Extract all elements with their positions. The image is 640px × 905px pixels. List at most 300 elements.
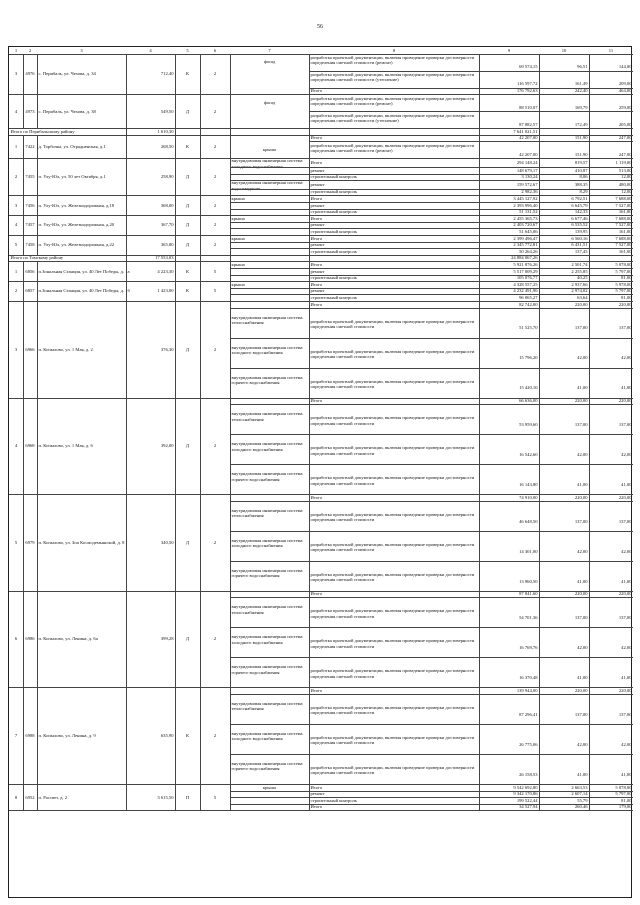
sum-value: 26 775,06	[519, 741, 538, 747]
column-divider	[175, 158, 176, 195]
work-description: разработка проектной документации, включая проведение проверки достоверности определения сметной стоимости (ремонт)	[310, 95, 475, 106]
house-id: 6988	[25, 733, 35, 738]
work-description: разработка проектной документации, включая проведение проверки достоверности определения сметной стоимости	[310, 541, 475, 553]
sum-value: 199 522,44	[516, 797, 538, 803]
district-total-area: 17 553,03	[155, 255, 174, 261]
unit-cost-value: 2 663,53	[571, 784, 588, 790]
limit-value: 247,00	[618, 152, 632, 158]
limit-value: 42,00	[621, 355, 632, 361]
wall-material: К	[185, 71, 190, 77]
limit-value: 5 078,00	[615, 784, 632, 790]
work-description: ремонт	[310, 791, 325, 797]
column-divider	[23, 281, 24, 301]
column-divider	[309, 261, 310, 281]
column-divider	[309, 195, 310, 215]
house-area: 392,00	[160, 443, 174, 449]
work-type: внутридомовая инженерная система холодного водоснабжения	[231, 730, 303, 742]
sum-value: 2 345 772,81	[513, 242, 538, 248]
column-divider	[309, 687, 310, 784]
header-cell: 1	[14, 47, 18, 53]
house-area: 368,00	[160, 202, 174, 208]
sum-value: 16 542,60	[519, 452, 538, 457]
column-divider	[23, 94, 24, 128]
limit-value: 81,00	[621, 295, 632, 300]
wall-material: К	[185, 288, 190, 294]
sum-value: 50 264,26	[519, 248, 538, 254]
limit-value: 220,00	[618, 591, 632, 597]
limit-value: 81,00	[621, 797, 632, 803]
sum-value: 42 207,00	[519, 152, 538, 158]
work-description: разработка проектной документации, включая проведение проверки достоверности определения сметной стоимости	[310, 638, 475, 649]
wall-material: Д	[185, 443, 190, 449]
column-divider	[37, 301, 38, 398]
work-description: строительный контроль	[310, 229, 357, 234]
column-divider	[479, 687, 480, 784]
sum-value: 51 525,70	[519, 325, 538, 331]
column-divider	[309, 784, 310, 810]
work-description: разработка проектной документации, включая проведение проверки достоверности определения сметной стоимости	[310, 348, 475, 359]
row-number: 1	[14, 143, 18, 149]
work-description: разработка проектной документации, включая проведение проверки достоверности определения сметной стоимости	[310, 415, 475, 426]
sum-value: 2 403 720,67	[513, 222, 538, 228]
limit-value: 1 119,00	[615, 160, 632, 165]
sum-value: 34 527,94	[519, 804, 538, 810]
work-type: внутридомовая инженерная система холодного водоснабжения	[231, 634, 303, 645]
column-divider	[175, 301, 176, 398]
header-cell: 2	[28, 47, 32, 53]
sum-value: 14 301,00	[519, 548, 538, 554]
sum-value: 7 641 021,51	[513, 128, 538, 134]
row-number: 3	[14, 202, 18, 208]
itogo-label: Итого	[310, 281, 323, 287]
work-type: внутридомовая инженерная система холодного водоснабжения	[231, 344, 303, 355]
house-id: 6952	[25, 794, 35, 800]
column-divider	[175, 195, 176, 215]
house-id: 7457	[25, 222, 35, 228]
sum-value: 139 944,00	[516, 688, 538, 693]
unit-cost-value: 2 937,66	[571, 281, 588, 287]
row-number: 4	[14, 108, 18, 114]
work-description: разработка проектной документации, включая проведение проверки достоверности определения сметной стоимости (ремонт)	[310, 55, 475, 66]
column-divider	[589, 784, 590, 810]
column-divider	[126, 195, 127, 215]
limit-value: 161,00	[618, 209, 632, 215]
column-divider	[539, 128, 540, 135]
limit-value: 5 797,00	[615, 288, 632, 294]
work-description: разработка проектной документации, включая проведение проверки достоверности определения сметной стоимости	[310, 445, 475, 456]
limit-value: 205,00	[618, 122, 632, 127]
floors: 2	[213, 71, 217, 77]
column-divider	[309, 94, 310, 128]
floors: 5	[213, 288, 217, 294]
sum-value: 15 796,20	[519, 355, 538, 361]
row-divider	[230, 338, 633, 339]
work-description: разработка проектной документации, включая проведение проверки достоверности определения сметной стоимости	[310, 764, 475, 776]
column-divider	[23, 398, 24, 495]
floors: 2	[213, 539, 217, 545]
unit-cost-value: 8,29	[579, 189, 588, 195]
row-divider	[230, 561, 633, 562]
limit-value: 7 527,00	[615, 222, 632, 228]
column-divider	[23, 135, 24, 159]
column-divider	[230, 261, 231, 281]
sum-value: 87 841,60	[519, 591, 538, 597]
limit-value: 513,00	[618, 167, 632, 173]
sum-value: 294 148,24	[516, 160, 538, 165]
house-area: 549,50	[160, 108, 174, 114]
column-divider	[589, 54, 590, 95]
unit-cost-value: 41,00	[577, 578, 588, 584]
work-description: разработка проектной документации, включая проведение проверки достоверности определения сметной стоимости	[310, 734, 475, 746]
unit-cost-value: 137,45	[574, 248, 588, 254]
house-address: с. Перибаль, ул. Чехова, д. 34	[38, 71, 96, 77]
row-divider	[230, 464, 633, 465]
limit-value: 41,00	[621, 675, 632, 681]
house-area: 4 223,30	[157, 268, 174, 274]
column-divider	[589, 94, 590, 128]
column-divider	[230, 135, 231, 159]
column-divider	[200, 235, 201, 255]
sum-value: 5 517 009,29	[513, 268, 538, 274]
column-divider	[479, 195, 480, 215]
column-divider	[23, 54, 24, 95]
column-divider	[37, 215, 38, 235]
floors: 5	[213, 794, 217, 800]
column-divider	[175, 235, 176, 255]
work-type: крыша	[231, 215, 245, 221]
house-id: 7456	[25, 202, 35, 208]
column-divider	[589, 128, 590, 135]
sum-value: 2 399 496,47	[513, 235, 538, 241]
column-divider	[37, 261, 38, 281]
sum-value: 24 884 067,26	[511, 255, 538, 261]
limit-value: 220,00	[618, 688, 632, 693]
limit-value: 7 527,00	[615, 242, 632, 248]
limit-value: 137,00	[618, 422, 632, 427]
limit-value: 247,00	[618, 135, 632, 141]
itogo-label: Итого	[310, 398, 323, 404]
wall-material: Д	[185, 346, 190, 352]
column-divider	[479, 158, 480, 195]
limit-value: 41,00	[621, 482, 632, 487]
header-cell: 9	[507, 47, 511, 53]
column-divider	[589, 398, 590, 495]
row-number: 3	[14, 71, 18, 77]
column-divider	[309, 54, 310, 95]
unit-cost-value: 6 645,79	[571, 202, 588, 208]
column-divider	[230, 591, 231, 688]
column-divider	[230, 255, 231, 262]
column-divider	[23, 494, 24, 591]
column-divider	[309, 494, 310, 591]
itogo-label: Итого	[310, 804, 323, 810]
column-divider	[126, 94, 127, 128]
column-divider	[309, 235, 310, 255]
work-description: разработка проектной документации, включая проведение проверки достоверности определения сметной стоимости (утепление)	[310, 72, 475, 83]
row-divider	[230, 501, 633, 502]
wall-material: К	[185, 268, 190, 274]
header-cell: 10	[561, 47, 567, 53]
unit-cost-value: 42,00	[577, 548, 588, 554]
column-divider	[37, 784, 38, 810]
unit-cost-value: 63,64	[577, 295, 588, 300]
column-divider	[230, 301, 231, 398]
unit-cost-value: 2 974,02	[571, 288, 588, 294]
sum-value: 148 679,17	[516, 167, 538, 173]
unit-cost-value: 8,06	[579, 174, 588, 180]
house-area: 258,90	[160, 174, 174, 180]
column-divider	[539, 494, 540, 591]
column-divider	[200, 687, 201, 784]
column-divider	[200, 215, 201, 235]
unit-cost-value: 139,95	[574, 229, 588, 234]
column-divider	[200, 128, 201, 135]
work-description: разработка проектной документации, включая проведение проверки достоверности определения сметной стоимости	[310, 378, 475, 389]
column-divider	[309, 255, 310, 262]
column-divider	[175, 398, 176, 495]
house-area: 367,70	[160, 222, 174, 228]
row-number: 3	[14, 346, 18, 352]
unit-cost-value: 220,00	[574, 494, 588, 500]
unit-cost-value: 142,33	[574, 209, 588, 215]
house-id: 6966	[25, 346, 35, 352]
floors: 2	[213, 636, 217, 642]
column-divider	[589, 158, 590, 195]
column-divider	[126, 591, 127, 688]
row-divider	[230, 597, 633, 598]
unit-cost-value: 96,51	[577, 64, 588, 70]
itogo-label: Итого	[310, 235, 323, 241]
limit-value: 7 688,00	[615, 235, 632, 241]
house-address: д. Торбочка, ул. Отрадненская, д.1	[38, 143, 106, 149]
row-number: 6	[14, 636, 18, 642]
column-divider	[479, 784, 480, 810]
limit-value: 7 688,00	[615, 196, 632, 201]
sum-value: 105 076,77	[516, 275, 538, 281]
column-divider	[200, 281, 201, 301]
itogo-label: Итого	[310, 160, 323, 165]
unit-cost-value: 2 501,74	[571, 262, 588, 267]
column-divider	[479, 54, 480, 95]
column-divider	[539, 235, 540, 255]
floors: 2	[213, 443, 217, 449]
house-area: 268,50	[160, 143, 174, 149]
unit-cost-value: 137,00	[574, 422, 588, 427]
limit-value: 5 797,00	[615, 791, 632, 797]
column-divider	[37, 94, 38, 128]
house-id: 6979	[25, 539, 35, 545]
page-number: 56	[317, 24, 323, 30]
column-divider	[230, 235, 231, 255]
unit-cost-value: 137,00	[574, 615, 588, 621]
sum-value: 2 455 365,73	[513, 215, 538, 221]
house-id: 4976	[25, 71, 35, 77]
floors: 2	[213, 242, 217, 248]
column-divider	[309, 215, 310, 235]
work-type: внутридомовая инженерная система теплоснабжения	[231, 411, 303, 422]
house-address: п. Копылово, ул. 1 Мая, д. 6	[38, 443, 93, 449]
sum-value: 2 393 996,40	[513, 202, 538, 208]
row-divider	[230, 368, 633, 369]
unit-cost-value: 41,00	[577, 482, 588, 487]
unit-cost-value: 6 431,51	[571, 242, 588, 248]
column-divider	[37, 687, 38, 784]
header-cell: 5	[186, 47, 189, 53]
column-divider	[589, 281, 590, 301]
column-divider	[589, 195, 590, 215]
unit-cost-value: 6 792,51	[571, 196, 588, 201]
sum-value: 66 636,00	[519, 398, 538, 404]
work-type: крыша	[231, 196, 245, 201]
wall-material: Д	[185, 202, 190, 208]
itogo-label: Итого	[310, 784, 323, 790]
column-divider	[479, 94, 480, 128]
work-description: разработка проектной документации, включая проведение проверки достоверности определения сметной стоимости	[310, 511, 475, 523]
work-description: ремонт	[310, 167, 325, 173]
column-divider	[230, 398, 231, 495]
sum-value: 74 910,00	[519, 494, 538, 500]
house-address: п. Копылово, ул. Зои Космодемьянской, д. 8	[38, 539, 125, 545]
column-divider	[126, 158, 127, 195]
limit-value: 42,00	[621, 452, 632, 457]
column-divider	[539, 195, 540, 215]
column-divider	[309, 301, 310, 398]
column-divider	[175, 215, 176, 235]
work-type: внутридомовая инженерная система горячего водоснабжения	[231, 760, 303, 772]
column-divider	[126, 784, 127, 810]
unit-cost-value: 2 255,85	[571, 268, 588, 274]
column-divider	[23, 784, 24, 810]
sum-value: 87 882,57	[519, 122, 538, 127]
limit-value: 42,00	[621, 548, 632, 554]
wall-material: Д	[185, 222, 190, 228]
sum-value: 51 645,06	[519, 229, 538, 234]
house-address: п. Улу-Юл, ул. Железнодорожная, д.20	[38, 222, 115, 228]
row-number: 7	[14, 733, 18, 738]
work-type: фасад	[263, 100, 276, 105]
sum-value: 88 510,07	[519, 105, 538, 110]
floors: 2	[213, 202, 217, 208]
work-type: крыша	[262, 147, 277, 153]
column-divider	[230, 128, 231, 135]
house-id: 6857	[25, 288, 35, 294]
column-divider	[539, 158, 540, 195]
column-divider	[589, 591, 590, 688]
sum-value: 2 982,36	[521, 189, 538, 195]
work-type: внутридомовая инженерная система горячего водоснабжения	[231, 567, 303, 579]
column-divider	[539, 215, 540, 235]
unit-cost-value: 161,49	[574, 81, 588, 87]
column-divider	[175, 494, 176, 591]
unit-cost-value: 42,00	[577, 355, 588, 361]
sum-value: 3 445 127,92	[513, 196, 538, 201]
work-description: ремонт	[310, 242, 325, 248]
wall-material: Д	[185, 174, 190, 180]
house-area: 3 615,50	[157, 794, 174, 800]
header-cell: 7	[268, 47, 271, 53]
column-divider	[539, 255, 540, 262]
column-divider	[200, 158, 201, 195]
column-divider	[230, 54, 231, 95]
house-address: п. Рассвет, д. 2	[38, 794, 67, 800]
work-description: строительный контроль	[310, 275, 357, 281]
header-cell: 8	[392, 47, 396, 53]
column-divider	[126, 494, 127, 591]
row-divider	[230, 434, 633, 435]
limit-value: 7 688,00	[615, 215, 632, 221]
unit-cost-value: 6 535,52	[571, 222, 588, 228]
house-id: 7422	[25, 143, 35, 149]
unit-cost-value: 151,90	[574, 135, 588, 141]
work-type: внутридомовая инженерная система холодного водоснабжения	[231, 441, 303, 452]
column-divider	[23, 261, 24, 281]
column-divider	[230, 158, 231, 195]
row-divider	[230, 754, 633, 755]
work-description: строительный контроль	[310, 174, 357, 180]
column-divider	[200, 784, 201, 810]
itogo-label: Итого	[310, 688, 323, 693]
column-divider	[37, 235, 38, 255]
limit-value: 480,00	[618, 181, 632, 187]
column-divider	[37, 494, 38, 591]
itogo-label: Итого	[310, 262, 323, 267]
sum-value: 26 158,53	[519, 771, 538, 777]
limit-value: 220,00	[618, 398, 632, 404]
house-area: 1 423,00	[157, 288, 174, 294]
unit-cost-value: 151,90	[574, 152, 588, 158]
column-divider	[539, 54, 540, 95]
column-divider	[200, 135, 201, 159]
itogo-label: Итого	[310, 215, 323, 221]
work-description: ремонт	[310, 288, 325, 294]
work-description: разработка проектной документации, включая проведение проверки достоверности определения сметной стоимости (утепление)	[310, 112, 475, 123]
work-type: внутридомовая инженерная система теплоснабжения	[231, 604, 303, 615]
itogo-label: Итого	[310, 135, 323, 141]
column-divider	[230, 494, 231, 591]
work-type: крыша	[231, 235, 245, 241]
work-type: крыша	[231, 281, 245, 287]
row-divider	[9, 810, 633, 811]
column-divider	[479, 135, 480, 159]
column-divider	[126, 687, 127, 784]
limit-value: 41,00	[621, 771, 632, 777]
itogo-label: Итого	[310, 88, 323, 94]
unit-cost-value: 260,46	[574, 804, 588, 810]
work-type: внутридомовая инженерная система холодного водоснабжения	[231, 158, 303, 169]
unit-cost-value: 220,00	[574, 591, 588, 597]
column-divider	[23, 195, 24, 215]
house-address: п. Копылово, ул. Ленина, д. 9	[38, 733, 96, 738]
work-description: строительный контроль	[310, 189, 357, 195]
sum-value: 53 959,60	[519, 422, 538, 427]
work-description: ремонт	[310, 222, 325, 228]
column-divider	[126, 281, 127, 301]
unit-cost-value: 220,00	[574, 398, 588, 404]
column-divider	[479, 235, 480, 255]
unit-cost-value: 172,49	[574, 122, 588, 127]
floors: 5	[213, 268, 217, 274]
column-divider	[175, 784, 176, 810]
work-description: разработка проектной документации, включая проведение проверки достоверности определения сметной стоимости	[310, 571, 475, 583]
floors: 2	[213, 733, 217, 738]
work-type: крыша	[231, 262, 245, 267]
column-divider	[126, 398, 127, 495]
column-divider	[126, 235, 127, 255]
limit-value: 137,00	[618, 711, 632, 717]
work-description: разработка проектной документации, включая проведение проверки достоверности определения сметной стоимости	[310, 608, 475, 619]
unit-cost-value: 410,87	[574, 167, 588, 173]
column-divider	[200, 591, 201, 688]
